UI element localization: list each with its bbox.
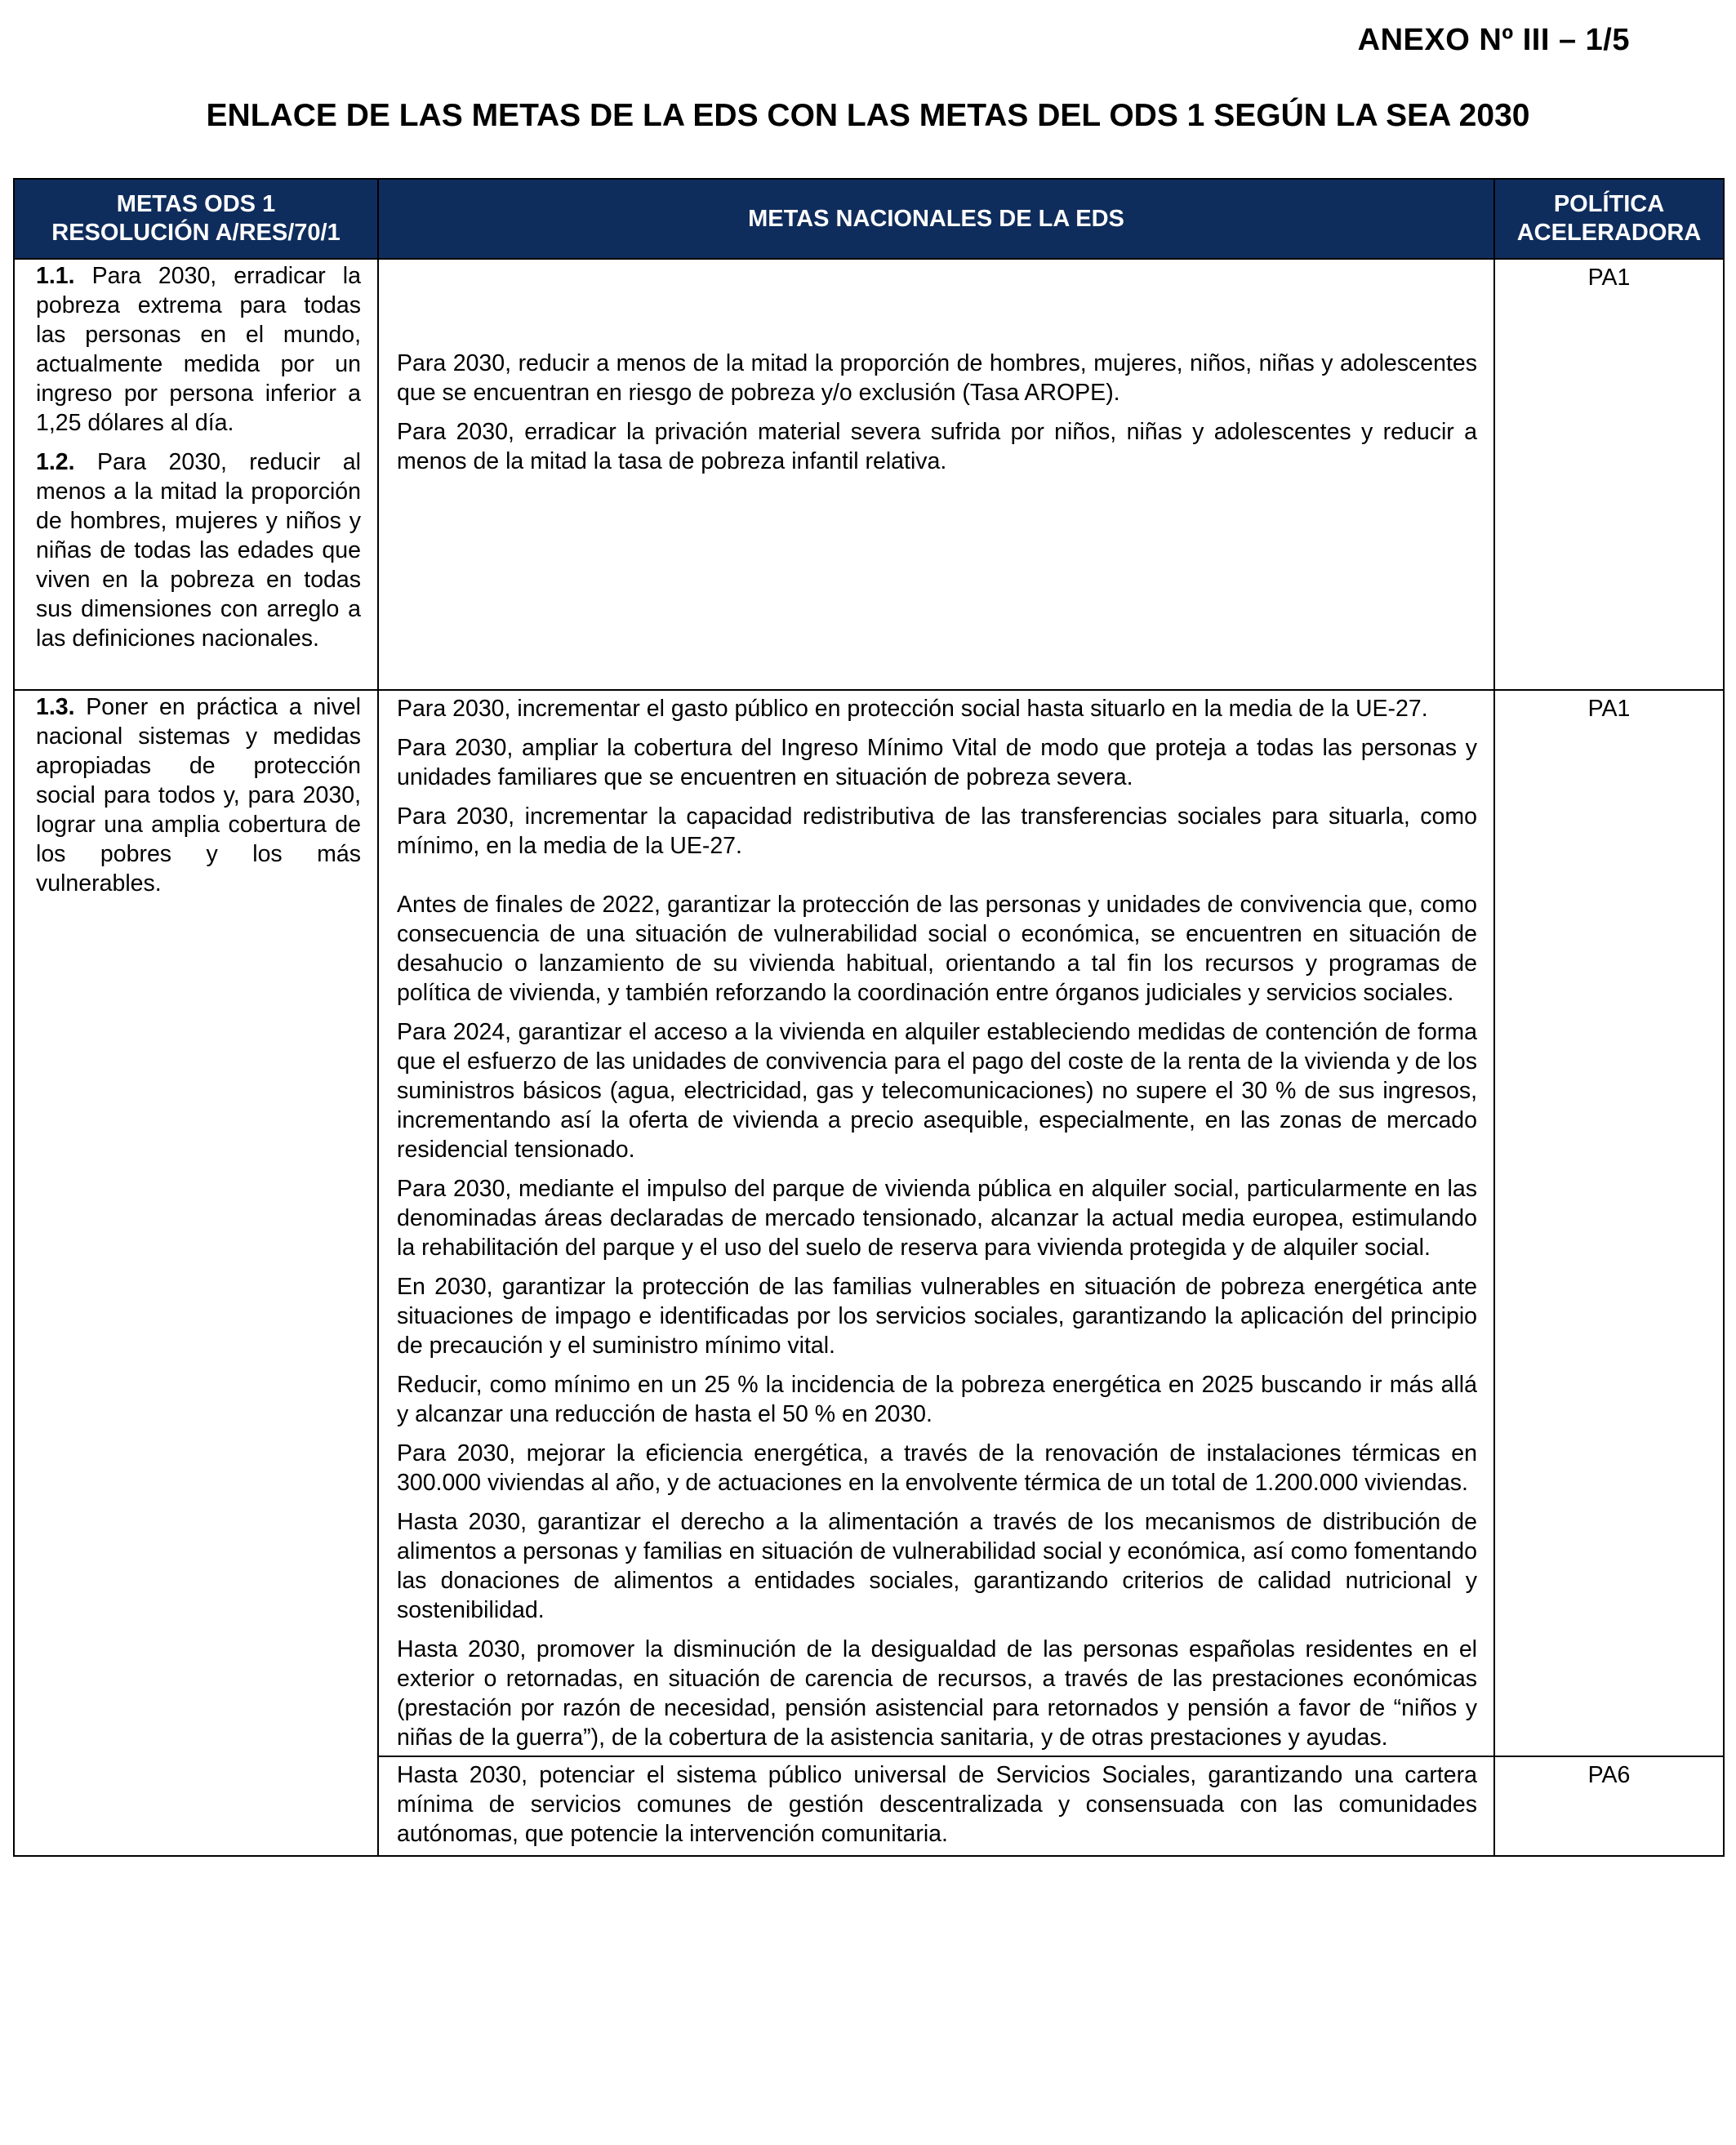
header-policy bbox=[1494, 179, 1724, 259]
national-target: Reducir, como mínimo en un 25 % la incidencia de la pobreza energética en 2025 buscando ir más allá y alcanzar una reducción de hasta el 50 % en 2030. bbox=[397, 1372, 1477, 1427]
national-target: Para 2030, mejorar la eficiencia energética, a través de la renovación de instalaciones térmicas en 300.000 viviendas al año, y de actuaciones en la envolvente térmica de un total de 1.200.000 viviendas. bbox=[397, 1440, 1477, 1496]
national-targets-cell bbox=[378, 259, 1494, 690]
national-target: Para 2024, garantizar el acceso a la vivienda en alquiler estableciendo medidas de contención de forma que el esfuerzo de las unidades de convivencia para el pago del coste de la renta de la vivienda y de los suministros básicos (agua, electricidad, gas y telecomunicaciones) no supere el 30 % de sus ingresos, incrementando así la oferta de vivienda a precio asequible, especialmente, en las zonas de mercado residencial tensionado. bbox=[397, 1019, 1477, 1163]
header-ods-targets bbox=[14, 179, 378, 259]
header-national-targets: METAS NACIONALES DE LA EDS bbox=[378, 179, 1494, 259]
policy-cell: PA1 bbox=[1494, 259, 1724, 690]
table-row bbox=[14, 259, 1724, 690]
national-target: Para 2030, mediante el impulso del parque de vivienda pública en alquiler social, particularmente en las denominadas áreas declaradas de mercado tensionado, alcanzar la actual media europea, estimulando la rehabilitación del parque y el uso del suelo de reserva para vivienda protegida y de alquiler social. bbox=[397, 1176, 1477, 1261]
policy-cell: PA6 bbox=[1494, 1756, 1724, 1856]
national-target: Antes de finales de 2022, garantizar la protección de las personas y unidades de convivencia que, como consecuencia de una situación de vulnerabilidad social o económica, se encuentren en situación de desahucio o lanzamiento de su vivienda habitual, orientando a tal fin los recursos y programas de política de vivienda, y también reforzando la coordinación entre órganos judiciales y servicios sociales. bbox=[397, 892, 1477, 1006]
national-target: Para 2030, incrementar el gasto público en protección social hasta situarlo en la media de la UE-27. bbox=[397, 696, 1428, 722]
table-row bbox=[14, 690, 1724, 887]
header-ods-line2: RESOLUCIÓN A/RES/70/1 bbox=[51, 220, 341, 246]
document-title: ENLACE DE LAS METAS DE LA EDS CON LAS METAS DEL ODS 1 SEGÚN LA SEA 2030 bbox=[206, 98, 1530, 133]
ods-target-number: 1.3. bbox=[36, 694, 75, 720]
national-target: En 2030, garantizar la protección de las familias vulnerables en situación de pobreza energética ante situaciones de impago e identificadas por los servicios sociales, garantizando la aplicación del principio de precaución y el suministro mínimo vital. bbox=[397, 1274, 1477, 1359]
annex-label: ANEXO Nº III – 1/5 bbox=[1357, 23, 1630, 57]
ods-target-text: Para 2030, erradicar la pobreza extrema para todas las personas en el mundo, actualmente medida por un ingreso por persona inferior a 1,25 dólares al día. bbox=[36, 263, 361, 436]
national-target: Hasta 2030, garantizar el derecho a la alimentación a través de los mecanismos de distribución de alimentos a personas y familias en situación de vulnerabilidad social y económica, así como fomentando las donaciones de alimentos a entidades sociales, garantizando criterios de calidad nutricional y sostenibilidad. bbox=[397, 1509, 1477, 1623]
ods-targets-cell bbox=[14, 259, 378, 690]
ods-target bbox=[36, 261, 361, 438]
ods-targets-cell bbox=[14, 690, 378, 1856]
targets-table bbox=[13, 178, 1725, 1857]
ods-target-text: Poner en práctica a nivel nacional sistemas y medidas apropiadas de protección social para todos y, para 2030, lograr una amplia cobertura de los pobres y los más vulnerables. bbox=[36, 694, 361, 897]
national-target: Para 2030, reducir a menos de la mitad la proporción de hombres, mujeres, niños, niñas y adolescentes que se encuentran en riesgo de pobreza y/o exclusión (Tasa AROPE). bbox=[397, 349, 1477, 406]
ods-target bbox=[36, 692, 361, 898]
ods-target-text: Para 2030, reducir al menos a la mitad la proporción de hombres, mujeres y niños y niñas de todas las edades que viven en la pobreza en todas sus dimensiones con arreglo a las definiciones nacionales. bbox=[36, 449, 361, 652]
header-policy-line1: POLÍTICA bbox=[1553, 191, 1665, 217]
header-policy-line2: ACELERADORA bbox=[1516, 220, 1702, 246]
header-ods-line1: METAS ODS 1 bbox=[116, 191, 276, 217]
national-target: Hasta 2030, promover la disminución de la desigualdad de las personas españolas residentes en el exterior o retornadas, en situación de carencia de recursos, a través de las prestaciones económicas (prestación por razón de necesidad, pensión asistencial para retornados y pensión a favor de “niños y niñas de la guerra”), de la cobertura de la asistencia sanitaria, y de otras prestaciones y ayudas. bbox=[397, 1636, 1477, 1751]
national-target: Para 2030, incrementar la capacidad redistributiva de las transferencias sociales para situarla, como mínimo, en la media de la UE-27. bbox=[397, 803, 1477, 859]
ods-target-number: 1.2. bbox=[36, 449, 75, 475]
national-target: Para 2030, erradicar la privación material severa sufrida por niños, niñas y adolescentes y reducir a menos de la mitad la tasa de pobreza infantil relativa. bbox=[397, 418, 1477, 474]
national-targets-cell bbox=[378, 1756, 1494, 1856]
national-targets-cell bbox=[378, 690, 1494, 887]
table-header-row bbox=[14, 179, 1724, 259]
national-target: Hasta 2030, potenciar el sistema público universal de Servicios Sociales, garantizando una cartera mínima de servicios comunes de gestión descentralizada y consensuada con las comunidades autónomas, que potencie la intervención comunitaria. bbox=[397, 1762, 1477, 1847]
national-targets-cell bbox=[378, 887, 1494, 1756]
policy-cell: PA1 bbox=[1494, 690, 1724, 1756]
ods-target-number: 1.1. bbox=[36, 263, 75, 289]
national-target: Para 2030, ampliar la cobertura del Ingreso Mínimo Vital de modo que proteja a todas las personas y unidades familiares que se encuentren en situación de pobreza severa. bbox=[397, 735, 1477, 790]
ods-target bbox=[36, 447, 361, 653]
